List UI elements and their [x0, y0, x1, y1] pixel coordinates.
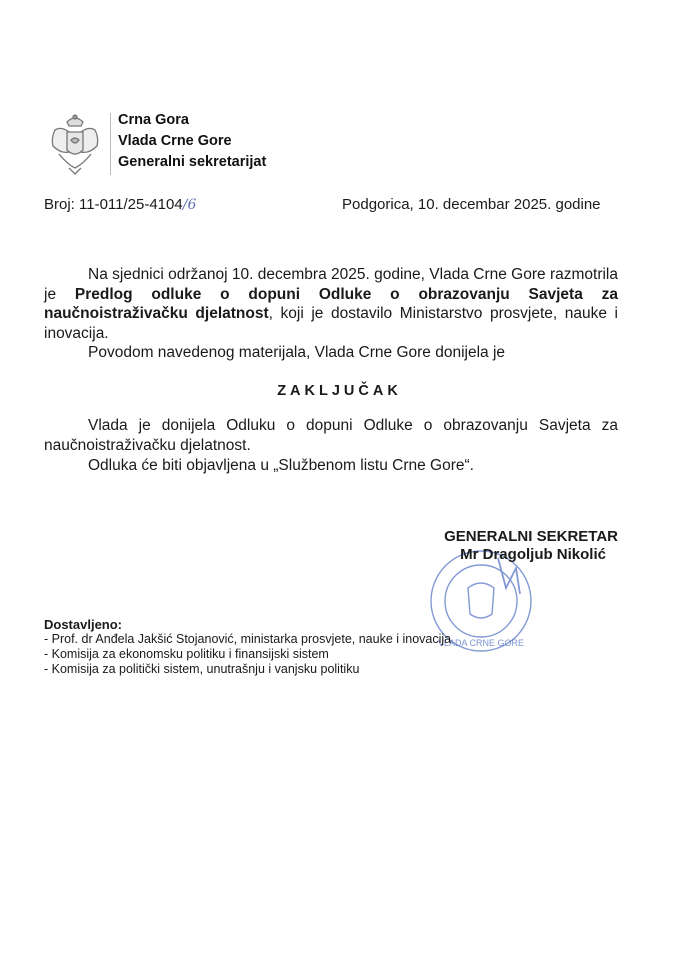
header-country: Crna Gora — [118, 112, 189, 128]
handwritten-number: /6 — [182, 197, 197, 213]
signatory-role: GENERALNI SEKRETAR — [444, 528, 618, 545]
signatory-name: Mr Dragoljub Nikolić — [460, 546, 606, 563]
distribution-label: Dostavljeno: — [44, 617, 123, 632]
proposal-title: Predlog odluke o dopuni Odluke o obrazovanju Savjeta za naučnoistraživačku djelatnost — [44, 285, 618, 322]
letterhead — [118, 110, 266, 173]
svg-text:VLADA CRNE GORE: VLADA CRNE GORE — [437, 638, 525, 648]
list-item: - Prof. dr Anđela Jakšić Stojanović, ministarka prosvjete, nauke i inovacija — [44, 632, 452, 646]
distribution-list — [44, 617, 451, 677]
paragraph-adopted: Povodom navedenog materijala, Vlada Crne Gore donijela je — [88, 344, 506, 361]
conclusion-title: ZAKLJUČAK — [277, 383, 402, 399]
paragraph-intro: Na sjednici održanoj 10. decembra 2025. godine, Vlada Crne Gore razmotrila je Predlog odluke o dopuni Odluke o obrazovanju Savjeta za naučnoistraživačku djelatnost, koji je dostavilo Ministarstvo prosvjete, nauke i inovacija. — [44, 266, 618, 342]
publication-note: Odluka će biti objavljena u „Službenom listu Crne Gore“. — [88, 457, 474, 474]
number-label: Broj: 11-011/25-4104 — [44, 196, 183, 213]
signature-block — [400, 528, 618, 564]
list-item: - Komisija za politički sistem, unutrašnju i vanjsku politiku — [44, 662, 360, 676]
document-number — [44, 196, 196, 213]
header-government: Vlada Crne Gore — [118, 133, 232, 149]
list-item: - Komisija za ekonomsku politiku i finansijski sistem — [44, 647, 329, 661]
conclusion-text: Vlada je donijela Odluku o dopuni Odluke o obrazovanju Savjeta za naučnoistraživačku djelatnost. — [44, 417, 618, 454]
place-date: Podgorica, 10. decembar 2025. godine — [342, 196, 601, 213]
coat-of-arms-icon — [47, 112, 103, 176]
header-secretariat: Generalni sekretarijat — [118, 154, 267, 170]
header-divider — [110, 113, 111, 175]
